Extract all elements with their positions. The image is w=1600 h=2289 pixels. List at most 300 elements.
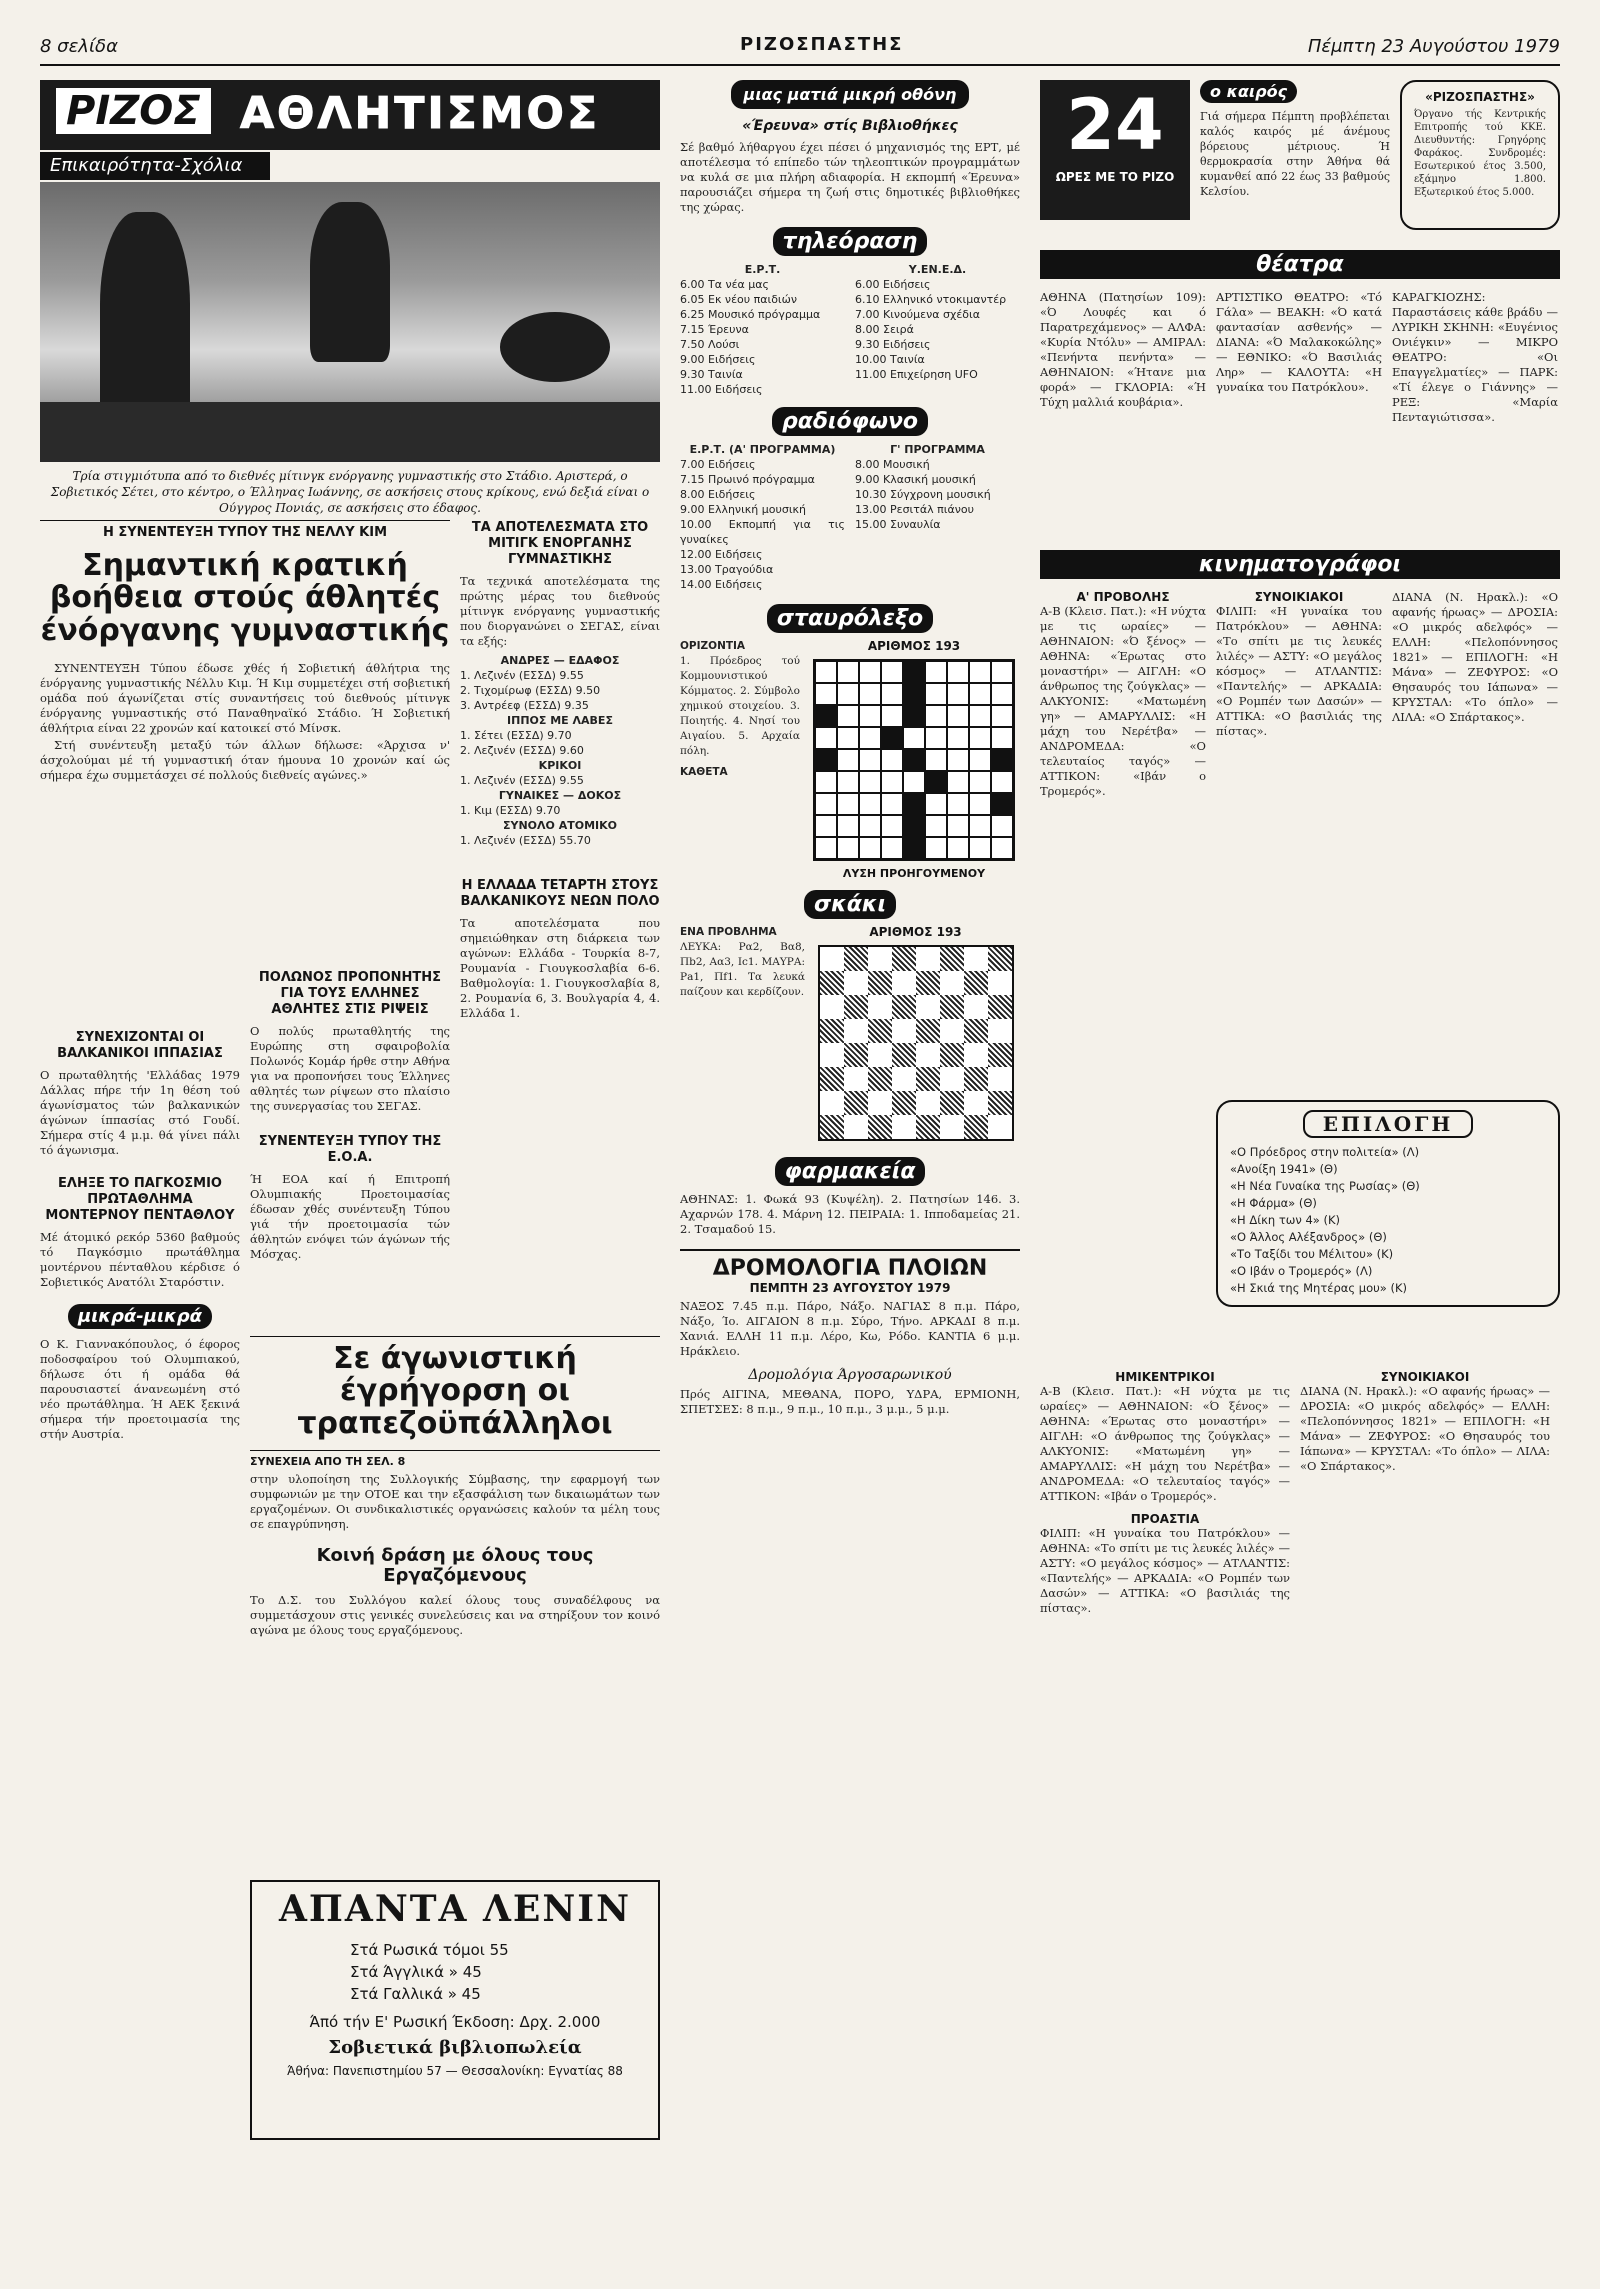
page-header (40, 30, 1560, 66)
chess-problem-label: ΕΝΑ ΠΡΟΒΛΗΜΑ (680, 926, 777, 939)
pharm-head: φαρμακεία (775, 1157, 926, 1186)
volley-kicker: ΣΥΝΕΧΕΙΑ ΑΠΟ ΤΗ ΣΕΛ. 8 (250, 1450, 660, 1468)
results-article (460, 520, 660, 1021)
crossword-cell (815, 771, 837, 793)
chess-number: ΑΡΙΘΜΟΣ 193 (869, 925, 962, 940)
chess-square (892, 1115, 916, 1139)
volley-headline: Σε άγωνιστική έγρήγορση οι τραπεζοϋπάλληλοι (297, 1341, 613, 1441)
crossword-cell (925, 683, 947, 705)
crossword-cell (815, 793, 837, 815)
eoa-body: Ή ΕΟΑ καί ή Επιτροπή Ολυμπιακής Προετοιμασίας έδωσαν χθές συνέντευξη Τύπου γιά τήν προετοιμασία τών άθλητών ενόψει τών άγώνων τής Μόσχας. (250, 1172, 450, 1261)
cross-solution-label: ΛΥΣΗ ΠΡΟΗΓΟΥΜΕΝΟΥ (842, 867, 986, 881)
pharm-text: ΑΘΗΝΑΣ: 1. Φωκά 93 (Κυψέλη). 2. Πατησίων 146. 3. Αχαρνών 178. 4. Μάρνη 12. ΠΕΙΡΑΙΑ: 1. Ιπποδαμείας 21. 2. Τσαμαδού 15. (680, 1192, 1020, 1237)
crossword-cell (947, 683, 969, 705)
radio-head: ραδιόφωνο (772, 407, 928, 436)
crossword-cell (859, 771, 881, 793)
crossword-cell (837, 815, 859, 837)
chess-square (964, 1115, 988, 1139)
cinema-sub1-label: ΣΥΝΟΙΚΙΑΚΟΙ (1254, 590, 1344, 604)
chess-square (940, 1115, 964, 1139)
chess-square (820, 971, 844, 995)
chess-square (940, 1043, 964, 1067)
crossword-cell (881, 749, 903, 771)
ships-body: ΝΑΞΟΣ 7.45 π.μ. Πάρο, Νάξο. ΝΑΓΙΑΣ 8 π.μ. Πάρο, Νάξο, Ίο. ΑΙΓΑΙΟΝ 8 π.μ. Σύρο, Τήνο. ΑΡΚΑΔΙ 8 π.μ. Χανιά. ΕΛΛΗ 11 π.μ. Λέρο, Κω, Ρόδο. ΚΑΝΤΙΑ 6 μ.μ. Ηράκλειο. (680, 1298, 1020, 1358)
crossword-cell (837, 705, 859, 727)
lenin-address: Άθήνα: Πανεπιστημίου 57 — Θεσσαλονίκη: Εγνατίας 88 (287, 2063, 623, 2078)
chess-square (988, 995, 1012, 1019)
page-number: 8 σελίδα (40, 36, 118, 57)
sports-banner (40, 80, 660, 150)
lenin-row: Στά Γαλλικά » 45 (350, 1984, 481, 2003)
crossword-cell (815, 683, 837, 705)
crossword-cell (859, 705, 881, 727)
ert-row: 11.00 Ειδήσεις (680, 383, 763, 397)
theatre-col: ΑΘΗΝΑ (Πατησίων 109): «Ό Λουφές και ό Παρατρεχάμενος» — ΑΛΦΑ: «Κυρία Ντόλυ» — ΑΜΙΡΑΛ: «Πενήντα πενήντα» — ΑΘΗΝΑΙΟΝ: «Ήτανε μια φορά» — ΓΚΛΟΡΙΑ: «Ή Τύχη μαλλιά κουβάρια». (1040, 290, 1206, 409)
chess-square (892, 947, 916, 971)
chess-square (820, 1019, 844, 1043)
results-row: 2. Λεζινέν (ΕΣΣΔ) 9.60 (460, 744, 584, 757)
radio2-row: 8.00 Μουσική (855, 458, 930, 472)
epilogi-row: «Ο Πρόεδρος στην πολιτεία» (Λ) (1230, 1145, 1420, 1159)
crossword-cell (859, 837, 881, 859)
crossword-cell (925, 749, 947, 771)
radio-row: 9.00 Ελληνική μουσική (680, 503, 806, 517)
chess-square (844, 947, 868, 971)
chess-square (868, 971, 892, 995)
tv-listings (680, 262, 1020, 397)
crossword-cell (925, 661, 947, 683)
sports-section (40, 80, 660, 2250)
crossword-cell (881, 727, 903, 749)
crossword-cell (991, 771, 1013, 793)
tv-banner-wrap (680, 80, 1020, 109)
cross-h-label: ΟΡΙΖΟΝΤΙΑ (680, 640, 746, 653)
chess-square (892, 1043, 916, 1067)
crossword-cell (881, 793, 903, 815)
results-row: 3. Αντρέεφ (ΕΣΣΔ) 9.35 (460, 699, 589, 712)
crossword-cell (903, 793, 925, 815)
cinema-col-2 (1216, 590, 1382, 799)
weather-head: ο καιρός (1200, 80, 1297, 103)
radio-row: 10.00 Εκπομπή για τις γυναίκες (680, 518, 845, 547)
chess-square (820, 995, 844, 1019)
cinema-sub2-label: ΗΜΙΚΕΝΤΡΙΚΟΙ (1115, 1370, 1215, 1384)
cinema-lower-text: ΔΙΑΝΑ (Ν. Ηρακλ.): «Ο αφανής ήρωας» — ΔΡΟΣΙΑ: «Ο μικρός αδελφός» — ΕΛΛΗ: «Πελοπόννησος 1821» — ΕΠΙΛΟΓΗ: «Η Μάνα» — ΖΕΦΥΡΟΣ: «Ο Θησαυρός του Ιάπωνα» — ΚΡΥΣΤΑΛ: «Το όπλο» — ΛΙΛΑ: «Ο Σπάρτακος». (1300, 1384, 1550, 1473)
crossword-cell (947, 749, 969, 771)
crossword-cell (837, 793, 859, 815)
page-date: Πέμπτη 23 Αυγούστου 1979 (1307, 36, 1560, 57)
cinema-col-1 (1040, 590, 1206, 799)
crossword-cell (859, 727, 881, 749)
chess-square (988, 947, 1012, 971)
ert-row: 7.50 Λούσι (680, 338, 740, 352)
pentathlon-body: Μέ άτομικό ρεκόρ 5360 βαθμούς τό Παγκόσμιο πρωτάθλημα μοντέρνου πένταθλου κέρδισε ό Σοβιετικός Ανατόλι Σταρόστιν. (40, 1230, 240, 1289)
crossword-cell (903, 771, 925, 793)
crossword-cell (903, 661, 925, 683)
crossword-cell (969, 815, 991, 837)
tv-head-wrap (680, 227, 1020, 256)
research-headline: «Έρευνα» στίς Βιβλιοθήκες (742, 118, 958, 134)
cinema-col-3 (1392, 590, 1558, 799)
chess-square (844, 1115, 868, 1139)
crossword-cell (969, 661, 991, 683)
kim-article (40, 520, 450, 785)
chess-head: σκάκι (804, 890, 896, 919)
cross-number: ΑΡΙΘΜΟΣ 193 (867, 639, 961, 654)
lenin-row: Στά Ρωσικά τόμοι 55 (350, 1940, 509, 1959)
radio-title: Ε.Ρ.Τ. (Α' ΠΡΟΓΡΑΜΜΑ) (689, 443, 836, 457)
crossword-cell (903, 683, 925, 705)
radio-row: 8.00 Ειδήσεις (680, 488, 756, 502)
epilogi-title: ΕΠΙΛΟΓΗ (1303, 1110, 1473, 1138)
results-row: 1. Κιμ (ΕΣΣΔ) 9.70 (460, 804, 561, 817)
chess-square (988, 1019, 1012, 1043)
chess-square (988, 1043, 1012, 1067)
crossword-cell (925, 705, 947, 727)
crossword-cell (837, 749, 859, 771)
chess-square (988, 1091, 1012, 1115)
crossword-cell (815, 727, 837, 749)
cinema-col: ΔΙΑΝΑ (Ν. Ηρακλ.): «Ο αφανής ήρωας» — ΔΡΟΣΙΑ: «Ο μικρός αδελφός» — ΕΛΛΗ: «Πελοπόννησος 1821» — ΕΠΙΛΟΓΗ: «Η Μάνα» — ΖΕΦΥΡΟΣ: «Ο Θησαυρός του Ιάπωνα» — ΚΡΥΣΤΑΛ: «Το όπλο» — ΛΙΛΑ: «Ο Σπάρτακος». (1392, 590, 1558, 724)
epilogi-row: «Ο Άλλος Αλέξανδρος» (Θ) (1230, 1230, 1387, 1244)
epilogi-row: «Η Δίκη των 4» (Κ) (1230, 1213, 1340, 1227)
results-row: 1. Λεζινέν (ΕΣΣΔ) 55.70 (460, 834, 591, 847)
crossword-cell (969, 705, 991, 727)
epilogi-row: «Η Νέα Γυναίκα της Ρωσίας» (Θ) (1230, 1179, 1420, 1193)
chess-square (988, 1067, 1012, 1091)
photo-caption: Τρία στιγμιότυπα από το διεθνές μίτινγκ ενόργανης γυμναστικής στο Στάδιο. Αριστερά, ο Σοβιετικός Σέτει, στο κέντρο, ο Έλληνας Ιωάννης, σε ασκήσεις στους κρίκους, ενώ δεξιά είναι ο Ούγγρος Πονιάς, σε ασκήσεις στο έδαφος. (50, 469, 650, 515)
crossword-cell (991, 727, 1013, 749)
cross-v-label: ΚΑΘΕΤΑ (680, 766, 728, 779)
equestrian-article (40, 1020, 240, 1442)
eoa-headline: ΣΥΝΕΝΤΕΥΞΗ ΤΥΠΟΥ ΤΗΣ Ε.Ο.Α. (258, 1134, 442, 1165)
theatre-head: θέατρα (1040, 250, 1560, 279)
crossword-cell (815, 749, 837, 771)
chess-square (892, 995, 916, 1019)
cinema-head-wrap (1040, 550, 1560, 579)
crossword-cell (837, 727, 859, 749)
crossword-cell (859, 815, 881, 837)
polo-body: Τα αποτελέσματα που σημειώθηκαν στη διάρκεια των αγώνων: Ελλάδα - Τουρκία 8-7, Ρουμανία - Γιουγκοσλαβία 6-6. Βαθμολογία: 1. Γιουγκοσλαβία 8, 2. Ρουμανία 6, 3. Βουλγαρία 4, 4. Ελλάδα 1. (460, 916, 660, 1020)
epilogi-row: «Η Σκιά της Μητέρας μου» (Κ) (1230, 1281, 1407, 1295)
lenin-title: ΑΠΑΝΤΑ ΛΕΝΙΝ (278, 1888, 632, 1930)
ert-row: 6.00 Τα νέα μας (680, 278, 769, 292)
yened-title: Υ.ΕΝ.Ε.Δ. (908, 263, 967, 277)
epilogi-row: «Ανοίξη 1941» (Θ) (1230, 1162, 1338, 1176)
crossword-cell (925, 727, 947, 749)
cinema-sub4-label: ΣΥΝΟΙΚΙΑΚΟΙ (1380, 1370, 1470, 1384)
kim-headline: Σημαντική κρατική βοήθεια στούς άθλητές ένόργανης γυμναστικής (40, 548, 450, 648)
banner-title: ΑΘΛΗΤΙΣΜΟΣ (240, 88, 601, 139)
theatre-col: ΚΑΡΑΓΚΙΟΖΗΣ: Παραστάσεις κάθε βράδυ — ΛΥΡΙΚΗ ΣΚΗΝΗ: «Ευγένιος Ονιέγκιν» — ΜΙΚΡΟ ΘΕΑΤΡΟ: «Οι Επαγγελματίες» — ΠΑΡΚ: «Τί έλεγε ο Γιάννης» — ΡΕΞ: «Μαρία Πενταγιώτισσα». (1392, 290, 1558, 424)
yened-row: 6.10 Ελληνικό ντοκιμαντέρ (855, 293, 1007, 307)
crossword-cell (969, 837, 991, 859)
ert-list (680, 262, 845, 397)
chess-text-wrap (680, 925, 805, 1147)
crossword-cell (991, 705, 1013, 727)
ships-date: ΠΕΜΠΤΗ 23 ΑΥΓΟΥΣΤΟΥ 1979 (749, 1280, 951, 1295)
crossword-cell (837, 683, 859, 705)
theatre-columns (1040, 290, 1560, 425)
polo-headline: Η ΕΛΛΑΔΑ ΤΕΤΑΡΤΗ ΣΤΟΥΣ ΒΑΛΚΑΝΙΚΟΥΣ ΝΕΩΝ ΠΟΛΟ (460, 878, 660, 909)
theatre-col: ΑΡΤΙΣΤΙΚΟ ΘΕΑΤΡΟ: «Τό Γάλα» — ΒΕΑΚΗ: «Ό κατά φαντασίαν ασθενής» — ΔΙΑΝΑ: «Ό Μαλακοκώλης» — ΕΘΝΙΚΟ: «Ό Βασιλιάς Ληρ» — ΚΑΛΟΥΤΑ: «Η γυναίκα του Πατρόκλου». (1216, 290, 1382, 394)
epilogi-row: «Ο Ιβάν ο Τρομερός» (Λ) (1230, 1264, 1373, 1278)
chess-square (916, 1067, 940, 1091)
chess-square (964, 1067, 988, 1091)
tv-head: τηλεόραση (773, 227, 928, 256)
chess-square (940, 971, 964, 995)
kim-body-2: Στή συνέντευξη μεταξύ τών άλλων δήλωσε: «Άρχισα ν' άσχολούμαι μέ τή γυμναστική όταν ήμουνα 10 χρονών καί ώς σήμερα έχω συμμετάσχει σέ πολλούς διεθνείς αγώνες.» (40, 738, 450, 783)
yened-row: 10.00 Ταινία (855, 353, 925, 367)
lenin-price: Άπό τήν Ε' Ρωσική Έκδοση: Δρχ. 2.000 (309, 2012, 601, 2031)
coach-body: Ο πολύς πρωταθλητής της Ευρώπης στη σφαιροβολία Πολωνός Κομάρ ήρθε στην Αθήνα για να προπονήσει τους Έλληνες αθλητές των ρίψεων στο πλαίσιο της συνεργασίας του ΣΕΓΑΣ. (250, 1024, 450, 1113)
ert-row: 9.00 Ειδήσεις (680, 353, 756, 367)
crossword-cell (925, 815, 947, 837)
cinema-col: ΦΙΛΙΠ: «Η γυναίκα του Πατρόκλου» — ΑΘΗΝΑ: «Το σπίτι με τις λευκές λιλές» — ΑΣΤΥ: «Ο μεγάλος κόσμος» — ΑΤΛΑΝΤΙΣ: «Παντελής» — ΑΡΚΑΔΙΑ: «Ο Ρομπέν των Δασών» — ΑΤΤΙΚΑ: «Ο βασιλιάς της πίστας». (1216, 604, 1382, 738)
right-section (1040, 80, 1560, 2250)
ships-subhead: Δρομολόγια Άργοσαρωνικού (748, 1366, 952, 1383)
crossword-cell (837, 771, 859, 793)
crossword-cell (881, 815, 903, 837)
crossword-cell (969, 793, 991, 815)
crossword-cell (991, 793, 1013, 815)
cross-head: σταυρόλεξο (767, 604, 933, 633)
chess-square (916, 947, 940, 971)
mikra-band-wrap (40, 1304, 240, 1329)
crossword-cell (969, 749, 991, 771)
radio-row: 7.00 Ειδήσεις (680, 458, 756, 472)
crossword-cell (903, 727, 925, 749)
lenin-rows (350, 1939, 650, 2005)
cinema-lower-text: ΦΙΛΙΠ: «Η γυναίκα του Πατρόκλου» — ΑΘΗΝΑ: «Το σπίτι με τις λευκές λιλές» — ΑΣΤΥ: «Ο μεγάλος κόσμος» — ΑΤΛΑΝΤΙΣ: «Παντελής» — ΑΡΚΑΔΙΑ: «Ο Ρομπέν των Δασών» — ΑΤΤΙΚΑ: «Ο βασιλιάς της πίστας». (1040, 1526, 1290, 1615)
chess-square (988, 1115, 1012, 1139)
cross-head-wrap (680, 604, 1020, 633)
hours-badge-box (1040, 80, 1190, 220)
kim-body: ΣΥΝΕΝΤΕΥΞΗ Τύπου έδωσε χθές ή Σοβιετική άθλήτρια της ένόργανης γυμναστικής Νέλλυ Κιμ. Ή Κιμ συμμετέχει στή σοβιετική ομάδα πού άγωνίζεται στίς συναντήσεις τού διεθνούς μίτινγκ ένόργανης γυμναστικής στό Παναθηναϊκό Στάδιο. Ή Σοβιετική άθλήτρια είναι 22 χρονών καί κατοικεί στό Μίνσκ. (40, 661, 450, 736)
chess-square (892, 1091, 916, 1115)
chess-square (964, 1043, 988, 1067)
chess-square (964, 1091, 988, 1115)
chess-square (868, 1115, 892, 1139)
yened-row: 7.00 Κινούμενα σχέδια (855, 308, 980, 322)
cinema-sub3-label: ΠΡΟΑΣΤΙΑ (1130, 1512, 1200, 1526)
volley-body: στην υλοποίηση της Συλλογικής Σύμβασης, την εφαρμογή των συμφωνιών με την ΟΤΟΕ και την εξασφάλιση των δικαιωμάτων των εργαζομένων. Οι συνδικαλιστικές οργανώσεις καλούν τα μέλη τους σε επαγρύπνηση. (250, 1472, 660, 1532)
radio2-row: 10.30 Σύγχρονη μουσική (855, 488, 991, 502)
results-intro: Τα τεχνικά αποτελέσματα της πρώτης μέρας του διεθνούς μίτινγκ ενόργανης γυμναστικής που διοργανώνει ο ΣΕΓΑΣ, είναι τα εξής: (460, 574, 660, 648)
crossword-grid-wrap (808, 639, 1020, 880)
chess-square (844, 1043, 868, 1067)
mikra-band: μικρά-μικρά (68, 1304, 212, 1329)
crossword-cell (947, 661, 969, 683)
chess-square (892, 1019, 916, 1043)
lenin-store: Σοβιετικά βιβλιοπωλεία (328, 2036, 582, 2058)
lenin-ad (250, 1880, 660, 2140)
chess-square (844, 971, 868, 995)
cross-clues: 1. Πρόεδρος τού Κομμουνιστικού Κόμματος. 2. Σύμβολο χημικού στοιχείου. 3. Ποιητής. 4. Νησί του Αιγαίου. 5. Αρχαία πόλη. (680, 655, 800, 758)
masthead: ΡΙΖΟΣΠΑΣΤΗΣ (740, 34, 904, 55)
radio-listings (680, 442, 1020, 592)
crossword-cell (815, 661, 837, 683)
crossword-cell (947, 837, 969, 859)
hours-badge: 24 (1066, 84, 1164, 166)
chess-square (844, 995, 868, 1019)
chess-square (820, 1067, 844, 1091)
cinema-col: Α-Β (Κλεισ. Πατ.): «Η νύχτα με τις ωραίες» — ΑΘΗΝΑΙΟΝ: «Ό ξένος» — ΑΘΗΝΑ: «Έρωτας στο μοναστήρι» — ΑΙΓΛΗ: «Ο άνθρωπος της ζούγκλας» — ΑΛΚΥΟΝΙΣ: «Ματωμένη γη» — ΑΜΑΡΥΛΛΙΣ: «Η μάχη του Νερέτβα» — ΑΝΔΡΟΜΕΔΑ: «Ο τελευταίος ταγός» — ΑΤΤΙΚΟΝ: «Ιβάν ο Τρομερός». (1040, 604, 1206, 798)
chess-square (940, 947, 964, 971)
crossword-cell (925, 771, 947, 793)
kim-body-block (40, 661, 450, 783)
results-row: ΣΥΝΟΛΟ ΑΤΟΜΙΚΟ (502, 819, 617, 832)
chess-square (916, 1115, 940, 1139)
gym-floor (40, 402, 660, 462)
pentathlon-headline: ΕΛΗΞΕ ΤΟ ΠΑΓΚΟΣΜΙΟ ΠΡΩΤΑΘΛΗΜΑ ΜΟΝΤΕΡΝΟΥ ΠΕΝΤΑΘΛΟΥ (45, 1176, 235, 1223)
ert-row: 6.25 Μουσικό πρόγραμμα (680, 308, 821, 322)
crossword-cell (837, 837, 859, 859)
chess-square (940, 1067, 964, 1091)
chess-block (680, 925, 1020, 1147)
chess-square (916, 1091, 940, 1115)
volley-subhead: Κοινή δράση με όλους τους Εργαζόμενους (316, 1545, 594, 1586)
crossword-cell (903, 815, 925, 837)
pharm-head-wrap (680, 1157, 1020, 1186)
crossword-cell (881, 771, 903, 793)
crossword-cell (903, 749, 925, 771)
crossword-cell (991, 683, 1013, 705)
crossword-cell (925, 837, 947, 859)
ert-row: 7.15 Έρευνα (680, 323, 749, 337)
radio-head-wrap (680, 407, 1020, 436)
crossword-cell (881, 705, 903, 727)
banner-logo: ΡΙΖΟΣ (56, 88, 211, 134)
crossword-cell (859, 683, 881, 705)
coach-headline: ΠΟΛΩΝΟΣ ΠΡΟΠΟΝΗΤΗΣ ΓΙΑ ΤΟΥΣ ΕΛΛΗΝΕΣ ΑΘΛΗΤΕΣ ΣΤΙΣ ΡΙΨΕΙΣ (258, 970, 442, 1017)
tv-section (680, 80, 1020, 2250)
yened-row: 11.00 Επιχείρηση UFO (855, 368, 978, 382)
chess-square (844, 1067, 868, 1091)
chess-head-wrap (680, 890, 1020, 919)
gymnast-figure-center (310, 202, 390, 362)
tv-banner: μιας ματιά μικρή οθόνη (731, 80, 970, 109)
crossword-cell (969, 771, 991, 793)
kim-kicker: Η ΣΥΝΕΝΤΕΥΞΗ ΤΥΠΟΥ ΤΗΣ ΝΕΛΛΥ ΚΙΜ (40, 520, 450, 540)
crossword-cell (881, 683, 903, 705)
chess-square (820, 1115, 844, 1139)
mikra-body: Ο Κ. Γιαννακόπουλος, ό έφορος ποδοσφαίρου τού Ολυμπιακού, δήλωσε ότι ή ομάδα θά παρουσιαστεί άνανεωμένη στό νέο πρωτάθλημα. Ή ΑΕΚ ξεκινά σήμερα τήν προετοιμασία της στήν Αυστρία. (40, 1337, 240, 1441)
chess-square (964, 947, 988, 971)
chess-square (892, 971, 916, 995)
radio2-row: 9.00 Κλασική μουσική (855, 473, 976, 487)
volley-rule (250, 1336, 660, 1337)
chess-square (868, 947, 892, 971)
crossword-cell (947, 815, 969, 837)
results-row: ΑΝΔΡΕΣ — ΕΔΑΦΟΣ (500, 654, 620, 667)
equestrian-headline: ΣΥΝΕΧΙΖΟΝΤΑΙ ΟΙ ΒΑΛΚΑΝΙΚΟΙ ΙΠΠΑΣΙΑΣ (57, 1030, 223, 1061)
volley-body-2: Το Δ.Σ. του Συλλόγου καλεί όλους τους συναδέλφους να συμμετάσχουν στις γενικές συνελεύσεις και να στηρίξουν τον κοινό αγώνα με όλους τους εργαζόμενους. (250, 1593, 660, 1638)
chess-square (916, 1043, 940, 1067)
radio2-title: Γ' ΠΡΟΓΡΑΜΜΑ (890, 443, 985, 457)
weather-body: Γιά σήμερα Πέμπτη προβλέπεται καλός καιρός μέ άνέμους βόρειους μέτριους. Ή θερμοκρασία στην Άθήνα θά κυμανθεί από 22 έως 33 βαθμούς Κελσίου. (1200, 110, 1390, 198)
epilogi-row: «Το Ταξίδι του Μέλιτου» (Κ) (1230, 1247, 1394, 1261)
crossword-cell (837, 661, 859, 683)
chess-square (820, 1043, 844, 1067)
hours-sub: ΩΡΕΣ ΜΕ ΤΟ ΡΙΖΟ (1055, 170, 1175, 184)
radio-row: 13.00 Τραγούδια (680, 563, 774, 577)
chess-square (916, 1019, 940, 1043)
results-list (460, 653, 660, 848)
chess-square (868, 1091, 892, 1115)
cinema-columns (1040, 590, 1560, 799)
chess-square (844, 1091, 868, 1115)
cinema-head: κινηματογράφοι (1040, 550, 1560, 579)
chess-text: ΛΕΥΚΑ: Ρα2, Βα8, Πb2, Αα3, Ιc1. ΜΑΥΡΑ: Ρa1, Πf1. Τα λευκά παίζουν και κερδίζουν. (680, 941, 805, 999)
cinema-lower-col (1040, 1370, 1290, 1616)
cinema-lower-col (1300, 1370, 1550, 1616)
results-row: 2. Τιχομίρωφ (ΕΣΣΔ) 9.50 (460, 684, 601, 697)
crossword-cell (991, 815, 1013, 837)
chess-square (844, 1019, 868, 1043)
banner-subtitle: Επικαιρότητα-Σχόλια (40, 152, 270, 180)
radio2-row: 13.00 Ρεσιτάλ πιάνου (855, 503, 974, 517)
yened-list (855, 262, 1020, 397)
chess-square (820, 947, 844, 971)
results-headline: ΤΑ ΑΠΟΤΕΛΕΣΜΑΤΑ ΣΤΟ ΜΙΤΙΓΚ ΕΝΟΡΓΑΝΗΣ ΓΥΜΝΑΣΤΙΚΗΣ (471, 520, 649, 567)
chess-square (940, 1091, 964, 1115)
equestrian-body: Ο πρωταθλητής 'Ελλάδας 1979 Δάλλας πήρε τήν 1η θέση τού άγωνίσματος τών βαλκανικών άγώνων ίππασίας στό Γουδί. Σήμερα στίς 4 μ.μ. θά γίνει πάλι τό άγωνισμα. (40, 1068, 240, 1157)
crossword-cell (903, 837, 925, 859)
radio2-list (855, 442, 1020, 592)
ert-row: 6.05 Εκ νέου παιδιών (680, 293, 798, 307)
crossword-cell (947, 793, 969, 815)
chess-square (964, 971, 988, 995)
crossword-grid (813, 659, 1015, 861)
yened-row: 9.30 Ειδήσεις (855, 338, 931, 352)
crossword-cell (947, 771, 969, 793)
ert-row: 9.30 Ταινία (680, 368, 743, 382)
chess-square (940, 995, 964, 1019)
results-row: ΚΡΙΚΟΙ (538, 759, 582, 772)
crossword-cell (903, 705, 925, 727)
lenin-row: Στά Άγγλικά » 45 (350, 1962, 482, 1981)
theatre-head-wrap (1040, 250, 1560, 279)
rizospastis-box (1400, 80, 1560, 230)
radio2-row: 15.00 Συναυλία (855, 518, 941, 532)
chess-square (868, 1067, 892, 1091)
chess-board-wrap (813, 925, 1018, 1147)
radio-list (680, 442, 845, 592)
chess-square (868, 1019, 892, 1043)
radio-row: 12.00 Ειδήσεις (680, 548, 763, 562)
cinema-lower (1040, 1370, 1560, 1616)
crossword-block (680, 639, 1020, 880)
results-row: 1. Λεζινέν (ΕΣΣΔ) 9.55 (460, 774, 584, 787)
chess-square (964, 995, 988, 1019)
gymnast-figure-right (500, 312, 610, 382)
epilogi-list (1230, 1144, 1546, 1297)
ert-title: Ε.Ρ.Τ. (744, 263, 781, 277)
research-body: Σέ βαθμό λήθαργου έχει πέσει ό μηχανισμός της ΕΡΤ, μέ αποτέλεσμα τό επίπεδο τών τηλεοπτικών προγραμμάτων να κυλά σε μια πλήρη αδιαφορία. Η εκπομπή «Έρευνα» παρουσιάζει σήμερα τη ζωή στις δημοτικές βιβλιοθήκες της χώρας. (680, 140, 1020, 215)
ships-title: ΔΡΟΜΟΛΟΓΙΑ ΠΛΟΙΩΝ (680, 1249, 1020, 1281)
crossword-cell (947, 727, 969, 749)
crossword-cell (991, 661, 1013, 683)
crossword-cell (991, 837, 1013, 859)
radio-row: 14.00 Ειδήσεις (680, 578, 763, 592)
yened-row: 8.00 Σειρά (855, 323, 914, 337)
crossword-cell (859, 661, 881, 683)
volley-article (250, 1330, 660, 1638)
chess-square (868, 1043, 892, 1067)
results-row: ΙΠΠΟΣ ΜΕ ΛΑΒΕΣ (507, 714, 613, 727)
coach-article (250, 960, 450, 1262)
